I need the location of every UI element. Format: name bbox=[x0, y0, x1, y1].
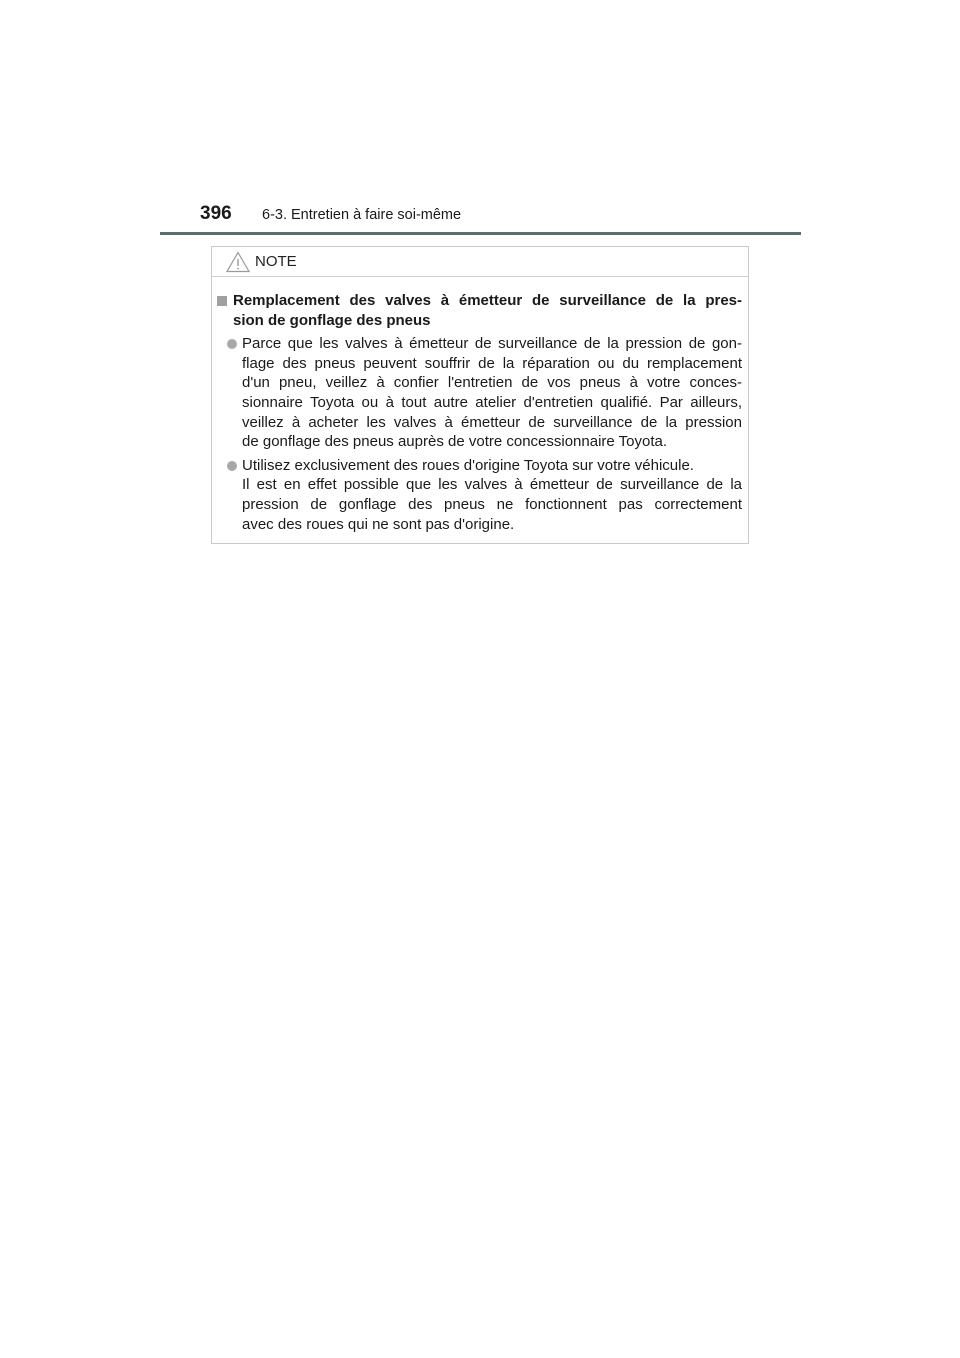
page-number: 396 bbox=[200, 203, 232, 224]
list-item bbox=[217, 456, 742, 534]
page-header bbox=[200, 203, 461, 225]
bullet-dot-icon bbox=[227, 339, 237, 349]
heading-line: Remplacement des valves à émetteur de surveillance de la pres- bbox=[233, 292, 742, 309]
note-box bbox=[211, 246, 749, 544]
item-line: avec des roues qui ne sont pas d'origine. bbox=[242, 515, 515, 533]
item-line: pression de gonflage des pneus ne fonctionnent pas correctement bbox=[242, 495, 742, 513]
header-rule bbox=[160, 232, 801, 235]
square-bullet-icon bbox=[217, 296, 227, 306]
bullet-dot-icon bbox=[227, 461, 237, 471]
note-label: NOTE bbox=[255, 253, 297, 270]
item-line: d'un pneu, veillez à confier l'entretien de vos pneus à votre conces- bbox=[242, 374, 742, 392]
note-body bbox=[212, 277, 748, 534]
item-line: veillez à acheter les valves à émetteur de surveillance de la pression bbox=[242, 413, 742, 431]
item-line: sionnaire Toyota ou à tout autre atelier d'entretien qualifié. Par ailleurs, bbox=[242, 393, 742, 411]
note-header bbox=[212, 247, 748, 277]
warning-triangle-icon bbox=[226, 251, 250, 273]
section-title: 6-3. Entretien à faire soi-même bbox=[262, 207, 462, 223]
item-line: Utilisez exclusivement des roues d'origine Toyota sur votre véhicule. bbox=[242, 456, 694, 474]
item-line: Parce que les valves à émetteur de surveillance de la pression de gon- bbox=[242, 335, 742, 353]
item-line: flage des pneus peuvent souffrir de la réparation ou du remplacement bbox=[242, 354, 742, 372]
note-heading bbox=[217, 291, 742, 330]
item-line: Il est en effet possible que les valves à émetteur de surveillance de la bbox=[242, 476, 742, 494]
heading-line: sion de gonflage des pneus bbox=[233, 311, 431, 329]
list-item bbox=[217, 334, 742, 452]
item-line: de gonflage des pneus auprès de votre concessionnaire Toyota. bbox=[242, 433, 668, 451]
